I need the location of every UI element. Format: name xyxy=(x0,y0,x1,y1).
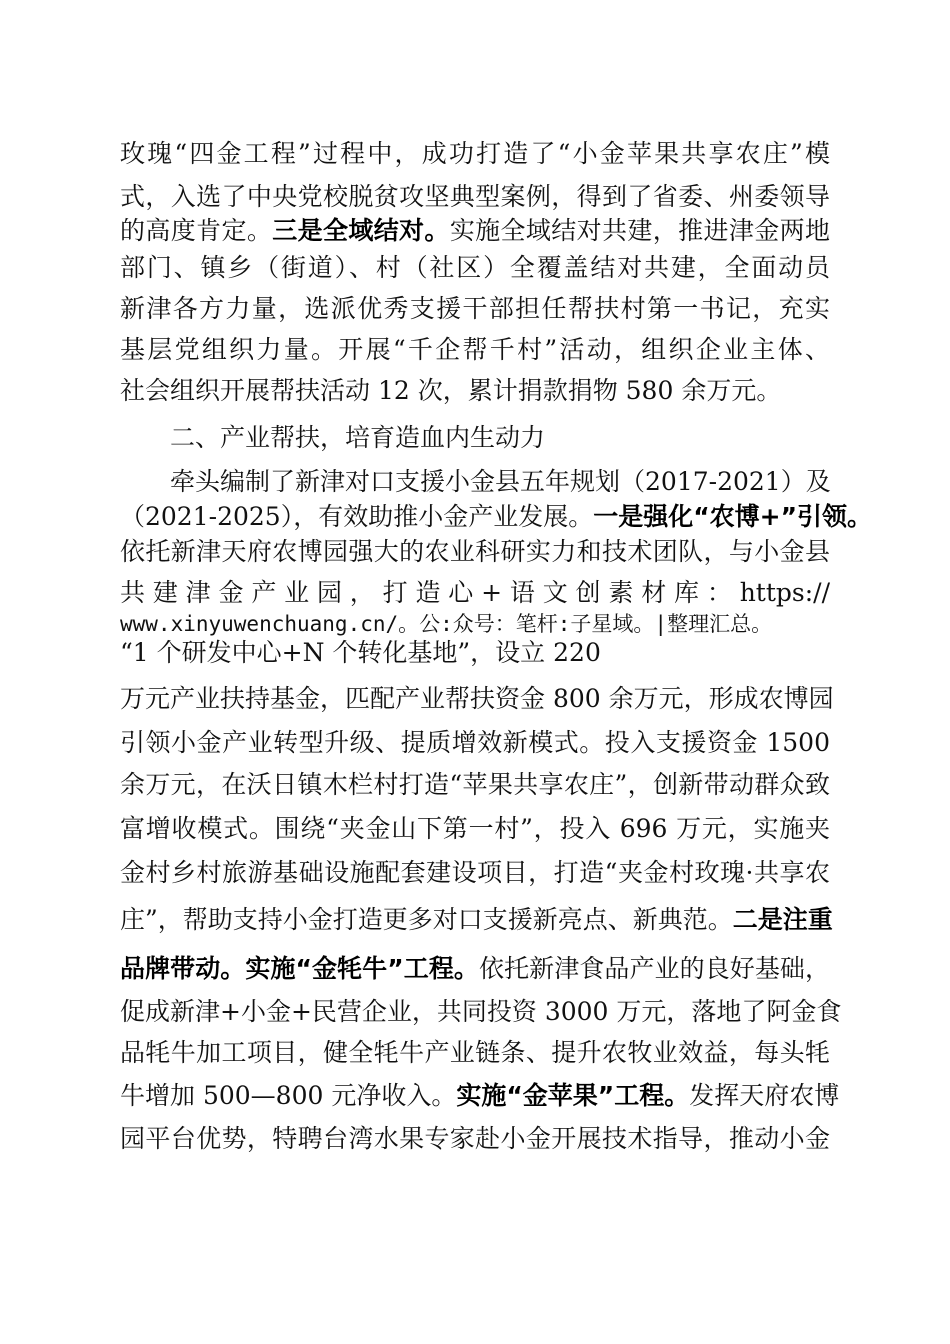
paragraph-line-13 xyxy=(120,609,772,639)
text-run: （2021-2025），有效助推小金产业发展。 xyxy=(120,502,594,531)
paragraph-line-7 xyxy=(120,376,781,406)
text-run: www.xinyuwenchuang.cn/。公:众号：笔杆:子星域。|整理汇总。 xyxy=(120,612,773,636)
paragraph-line-25 xyxy=(120,1124,830,1154)
paragraph-line-14 xyxy=(120,638,601,668)
section-heading-text: 二、产业帮扶，培育造血内生动力 xyxy=(170,423,546,452)
bold-lead-in-two: 二是注重 xyxy=(732,905,833,934)
paragraph-line-15 xyxy=(120,684,834,714)
text-run: 玫瑰“四金工程”过程中，成功打造了“小金苹果共享农庄”模 xyxy=(120,139,830,168)
paragraph-line-2 xyxy=(120,182,830,212)
paragraph-line-20 xyxy=(120,905,833,935)
paragraph-line-16 xyxy=(120,728,830,758)
text-run: 的高度肯定。 xyxy=(120,216,273,245)
paragraph-line-21 xyxy=(120,954,830,984)
text-run: 万元产业扶持基金，匹配产业帮扶资金 800 余万元，形成农博园 xyxy=(120,684,834,713)
paragraph-line-10 xyxy=(120,502,873,532)
text-run: 新津各方力量，选派优秀支援干部担任帮扶村第一书记，充实 xyxy=(120,294,830,323)
paragraph-line-23 xyxy=(120,1038,830,1068)
text-run: 依托新津食品产业的良好基础， xyxy=(479,954,830,983)
text-run: 牛增加 500—800 元净收入。 xyxy=(120,1081,457,1110)
text-run: 部门、镇乡（街道）、村（社区）全覆盖结对共建，全面动员 xyxy=(120,253,830,282)
text-run: 庄”，帮助支持小金打造更多对口支援新亮点、新典范。 xyxy=(120,905,733,934)
paragraph-line-18 xyxy=(120,814,830,844)
paragraph-line-5 xyxy=(120,294,830,324)
text-run: 富增收模式。围绕“夹金山下第一村”，投入 696 万元，实施夹 xyxy=(120,814,830,843)
text-run: 式，入选了中央党校脱贫攻坚典型案例，得到了省委、州委领导 xyxy=(120,182,830,211)
text-run: 促成新津+小金+民营企业，共同投资 3000 万元，落地了阿金食 xyxy=(120,997,842,1026)
paragraph-line-24 xyxy=(120,1081,840,1111)
text-run: 余万元，在沃日镇木栏村打造“苹果共享农庄”，创新带动群众致 xyxy=(120,770,830,799)
section-heading xyxy=(170,423,545,453)
paragraph-line-17 xyxy=(120,770,830,800)
text-run: 引领小金产业转型升级、提质增效新模式。投入支援资金 1500 xyxy=(120,728,830,757)
text-run: 牵头编制了新津对口支援小金县五年规划（2017-2021）及 xyxy=(170,467,831,496)
paragraph-line-6 xyxy=(120,335,830,365)
paragraph-line-1 xyxy=(120,139,830,169)
paragraph-line-9 xyxy=(170,467,830,497)
paragraph-line-4 xyxy=(120,253,830,283)
text-run: 社会组织开展帮扶活动 12 次，累计捐款捐物 580 余万元。 xyxy=(120,376,782,405)
bold-lead-in-brand: 品牌带动。实施“金牦牛”工程。 xyxy=(120,954,479,983)
bold-lead-in-three: 三是全域结对。 xyxy=(272,216,450,245)
paragraph-line-11 xyxy=(120,537,830,567)
paragraph-line-12 xyxy=(120,578,830,608)
text-run: 共建津金产业园，打造心+语文创素材库：https:// xyxy=(120,578,830,607)
paragraph-line-22 xyxy=(120,997,842,1027)
paragraph-line-19 xyxy=(120,858,830,888)
bold-lead-in-one: 一是强化“农博+”引领。 xyxy=(593,502,873,531)
text-run: 金村乡村旅游基础设施配套建设项目，打造“夹金村玫瑰·共享农 xyxy=(120,858,830,887)
text-run: 实施全域结对共建，推进津金两地 xyxy=(449,216,830,245)
text-run: 基层党组织力量。开展“千企帮千村”活动，组织企业主体、 xyxy=(120,335,830,364)
text-run: 品牦牛加工项目，健全牦牛产业链条、提升农牧业效益，每头牦 xyxy=(120,1038,830,1067)
paragraph-line-3 xyxy=(120,216,830,246)
text-run: “1 个研发中心+N 个转化基地”，设立 220 xyxy=(120,638,601,667)
text-run: 园平台优势，特聘台湾水果专家赴小金开展技术指导，推动小金 xyxy=(120,1124,830,1153)
bold-lead-in-apple: 实施“金苹果”工程。 xyxy=(456,1081,690,1110)
text-run: 依托新津天府农博园强大的农业科研实力和技术团队，与小金县 xyxy=(120,537,830,566)
text-run: 发挥天府农博 xyxy=(689,1081,840,1110)
